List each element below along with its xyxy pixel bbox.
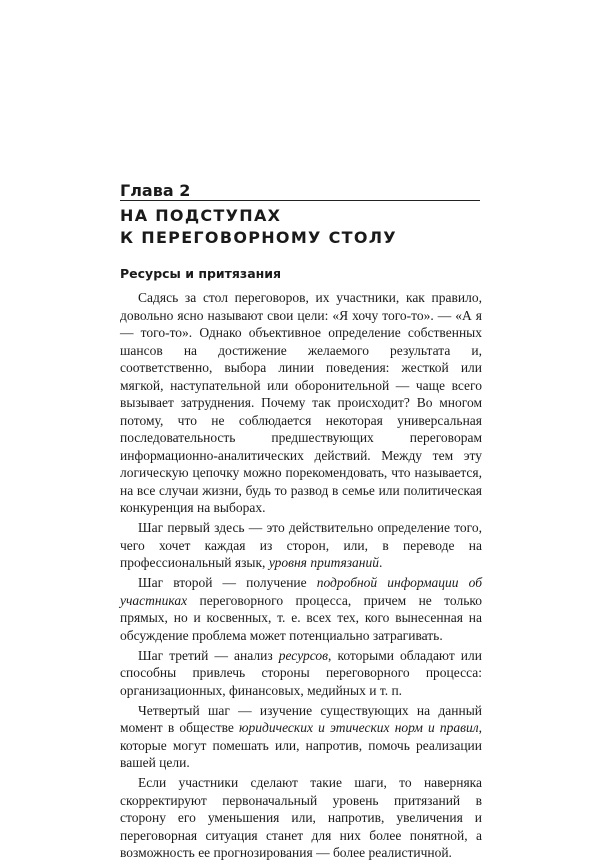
chapter-label: Глава 2 — [120, 181, 191, 200]
body-text — [120, 289, 482, 864]
paragraph — [120, 519, 482, 572]
paragraph — [120, 774, 482, 862]
chapter-title — [120, 205, 397, 249]
emphasis-text: ресурсов — [278, 647, 329, 663]
emphasis-text: юридических и этических норм и правил — [239, 720, 479, 735]
paragraph-text: , которые могут помешать или, напротив, помочь реализации вашей цели. — [120, 720, 482, 770]
paragraph-text: Шаг третий — анализ — [138, 647, 279, 663]
emphasis-text: подробной информации об участниках — [120, 575, 482, 608]
chapter-title-line: НА ПОДСТУПАХ — [120, 206, 282, 225]
paragraph-text: , которыми обладают или способны привлечь стороны переговорного процесса: организационных, финансовых, медийных и т. п. — [120, 647, 482, 698]
paragraph — [120, 289, 482, 517]
paragraph-text: Если участники сделают такие шаги, то наверняка скорректируют первоначальный уровень притязаний в сторону его уменьшения или, напротив, увеличения и переговорная ситуация станет для них более понятной, а возможность ее прогнозирования — более реалистичной. — [120, 775, 482, 860]
paragraph-text: Четвертый шаг — изучение существующих на данный момент в обществе — [120, 702, 482, 735]
emphasis-text: уровня притязаний — [268, 555, 379, 570]
chapter-divider — [120, 200, 480, 201]
paragraph — [120, 647, 482, 700]
paragraph-text: . — [379, 555, 383, 570]
paragraph-text: переговорного процесса, причем не только прямых, но и косвенных, т. е. всех тех, кого вынесенная на обсуждение проблема может потенциально затрагивать. — [120, 592, 482, 643]
paragraph — [120, 574, 482, 644]
paragraph-text: Шаг первый здесь — это действительно определение того, чего хочет каждая из сторон, или, в переводе на профессиональный язык, — [120, 520, 482, 570]
paragraph — [120, 702, 482, 772]
section-heading: Ресурсы и притязания — [120, 266, 282, 281]
paragraph-text: Садясь за стол переговоров, их участники, как правило, довольно ясно называют свои цели: «Я хочу того-то». — «А я — того-то». Однако объективное определение собственных шансов на достижение желаемого результата и, соответственно, выбора линии поведения: жесткой или мягкой, наступательной или оборонительной — чаще всего вызывает затруднения. Почему так происходит? Во многом потому, что не соблюдается некоторая универсальная последовательность предшествующих переговорам информационно-аналитических действий. Между тем эту логическую цепочку можно порекомендовать, что называется, на все случаи жизни, будь то развод в семье или политическая конкуренция на выборах. — [120, 290, 482, 515]
chapter-title-line: К ПЕРЕГОВОРНОМУ СТОЛУ — [120, 228, 397, 247]
paragraph-text: Шаг второй — получение — [138, 575, 317, 590]
